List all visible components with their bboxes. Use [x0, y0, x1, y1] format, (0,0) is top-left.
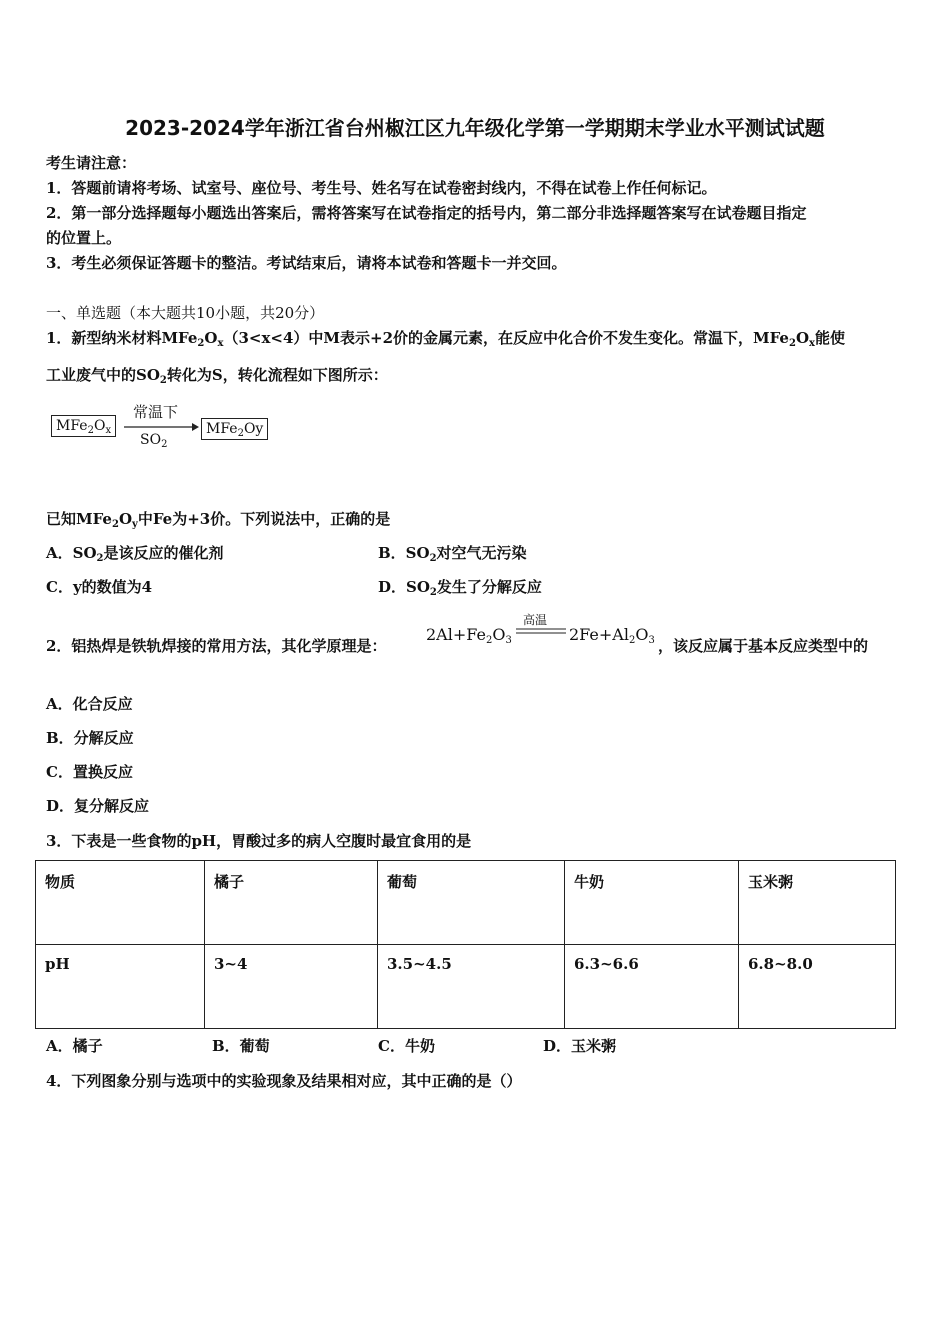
q2-option-d: D．复分解反应 — [46, 797, 150, 815]
q2-equation-condition: 高温 — [523, 613, 548, 627]
ph-table — [35, 860, 896, 1029]
q2-equation-equals-sign — [515, 627, 567, 635]
notice-item-3: 3．考生必须保证答题卡的整洁。考试结束后，请将本试卷和答题卡一并交回。 — [46, 254, 567, 272]
q4-text: 4．下列图象分别与选项中的实验现象及结果相对应，其中正确的是（） — [46, 1072, 522, 1090]
table-row — [36, 861, 896, 945]
q1-text-line2: 工业废气中的$SO_2$转化为S，转化流程如下图所示： — [46, 366, 388, 386]
q1-known: 已知$MFe_2O_y$中Fe为+3价。下列说法中，正确的是 — [46, 510, 391, 530]
notice-item-2-cont: 的位置上。 — [46, 229, 122, 247]
table-row — [36, 945, 896, 1029]
notice-heading: 考生请注意： — [46, 154, 137, 172]
q2-text-b: ，该反应属于基本反应类型中的 — [658, 637, 869, 655]
q2-equation-right: $2Fe+Al_2O_3$ — [569, 625, 655, 646]
q2-text-a: 2．铝热焊是铁轨焊接的常用方法，其化学原理是： — [46, 637, 387, 655]
table-cell: 6.8~8.0 — [739, 945, 896, 1029]
q1-option-d: D．$SO_2$发生了分解反应 — [378, 578, 542, 598]
q3-option-a: A．橘子 — [46, 1037, 103, 1055]
table-cell: pH — [36, 945, 205, 1029]
table-cell: 葡萄 — [378, 861, 565, 945]
section-heading: 一、单选题（本大题共10小题，共20分） — [46, 304, 325, 322]
notice-item-2: 2．第一部分选择题每小题选出答案后，需将答案写在试卷指定的括号内，第二部分非选择题答案写在试卷题目指定 — [46, 204, 807, 222]
table-cell: 橘子 — [205, 861, 378, 945]
q2-option-b: B．分解反应 — [46, 729, 134, 747]
table-cell: 物质 — [36, 861, 205, 945]
table-cell: 3~4 — [205, 945, 378, 1029]
table-cell: 3.5~4.5 — [378, 945, 565, 1029]
table-cell: 牛奶 — [565, 861, 739, 945]
q1-option-b: B．$SO_2$对空气无污染 — [378, 544, 527, 564]
table-cell: 玉米粥 — [739, 861, 896, 945]
page-title: 2023-2024学年浙江省台州椒江区九年级化学第一学期期末学业水平测试试题 — [125, 116, 825, 140]
q1-option-c: C．y的数值为4 — [46, 578, 153, 596]
q3-text: 3．下表是一些食物的pH，胃酸过多的病人空腹时最宜食用的是 — [46, 832, 472, 850]
flow-left-box: $MFe_2O_x$ — [51, 415, 116, 437]
q3-option-d: D．玉米粥 — [543, 1037, 617, 1055]
q1-option-a: A．$SO_2$是该反应的催化剂 — [46, 544, 224, 564]
q3-option-c: C．牛奶 — [378, 1037, 435, 1055]
q2-equation-left: $2Al+Fe_2O_3$ — [426, 625, 512, 646]
q2-option-a: A．化合反应 — [46, 695, 133, 713]
q2-option-c: C．置换反应 — [46, 763, 133, 781]
q1-text: 1．新型纳米材料$MFe_2O_x(3<x<4)$中M表示+2价的金属元素，在反应中化合价不发生变化。常温下，$MFe_2O_x$能使 — [46, 329, 846, 349]
notice-item-1: 1．答题前请将考场、试室号、座位号、考生号、姓名写在试卷密封线内，不得在试卷上作任何标记。 — [46, 179, 717, 197]
flow-arrow-bottom-label: $SO_2$ — [140, 432, 168, 450]
table-cell: 6.3~6.6 — [565, 945, 739, 1029]
flow-arrow-top-label: 常温下 — [133, 403, 179, 421]
flow-right-box: MFe$_2$Oy — [201, 418, 268, 440]
q3-option-b: B．葡萄 — [212, 1037, 270, 1055]
